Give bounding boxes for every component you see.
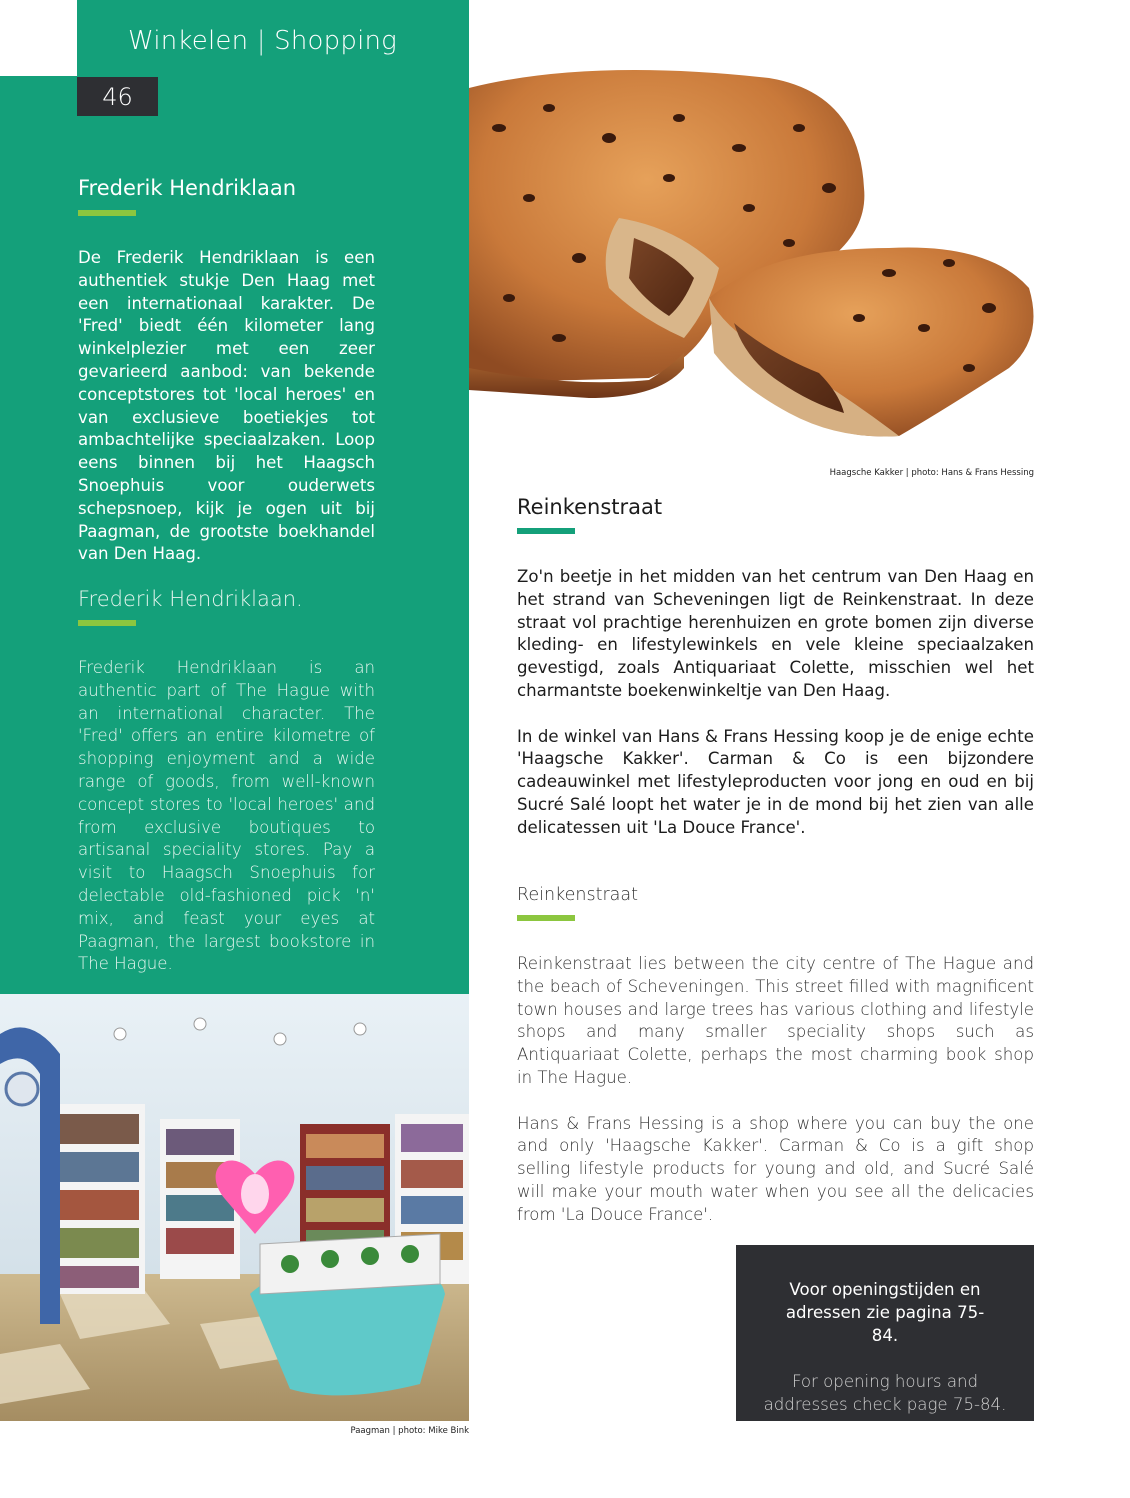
info-box-en: For opening hours and addresses check page 75-84.	[763, 1372, 1007, 1414]
opening-hours-info-box	[736, 1245, 1034, 1421]
store-photo-caption: Paagman | photo: Mike Bink	[350, 1426, 469, 1436]
reinken-en-paragraph-2: Hans & Frans Hessing is a shop where you can buy the one and only 'Haagsche Kakker'. Carman & Co is a gift shop selling lifestyle products for young and old, and Sucré Salé will make your mouth water when you see all the delicacies from 'La Douce France'.	[517, 1113, 1034, 1224]
reinken-en-underline	[517, 915, 575, 921]
paagman-store-photo	[0, 994, 469, 1421]
haagsche-kakker-photo	[469, 68, 1035, 440]
cake-illustration	[469, 68, 1035, 440]
frederik-nl-heading: Frederik Hendriklaan	[78, 176, 297, 200]
frederik-en-underline	[78, 620, 136, 626]
reinken-en-heading: Reinkenstraat	[517, 885, 638, 905]
reinken-en-body	[517, 953, 1034, 1227]
reinken-nl-heading: Reinkenstraat	[517, 495, 663, 519]
reinken-nl-paragraph-1: Zo'n beetje in het midden van het centrum van Den Haag en het strand van Scheveningen ligt de Reinkenstraat. In deze straat vol prachtige herenhuizen en grote bomen zijn diverse kleding- en lifestylewinkels en vele kleine speciaalzaken gevestigd, zoals Antiquariaat Colette, misschien wel het charmantste boekenwinkeltje van Den Haag.	[517, 567, 1034, 700]
bookstore-illustration	[0, 994, 469, 1421]
frederik-nl-body	[78, 247, 375, 566]
frederik-nl-underline	[78, 210, 136, 216]
info-box-nl: Voor openingstijden en adressen zie pagina 75-84.	[785, 1280, 985, 1345]
reinken-nl-underline	[517, 528, 575, 534]
page-number: 46	[77, 77, 158, 116]
frederik-en-heading: Frederik Hendriklaan.	[78, 587, 303, 611]
frederik-nl-paragraph: De Frederik Hendriklaan is een authentiek stukje Den Haag met een internationaal karakter. De 'Fred' biedt één kilometer lang winkelplezier met een zeer gevarieerd aanbod: van bekende conceptstores tot 'local heroes' en van exclusieve boetiekjes tot ambachtelijke speciaalzaken. Loop eens binnen bij het Haagsch Snoephuis voor ouderwets schepsnoep, kijk je ogen uit bij Paagman, de grootste boekhandel van Den Haag.	[78, 248, 375, 564]
reinken-en-paragraph-1: Reinkenstraat lies between the city centre of The Hague and the beach of Scheveningen. This street filled with magnificent town houses and large trees has various clothing and lifestyle shops and many smaller speciality shops such as Antiquariaat Colette, perhaps the most charming book shop in The Hague.	[517, 954, 1034, 1087]
cake-photo-caption: Haagsche Kakker | photo: Hans & Frans Hessing	[829, 468, 1034, 478]
section-title	[128, 26, 397, 56]
section-title-nl: Winkelen	[128, 26, 249, 56]
frederik-en-body	[78, 657, 375, 976]
title-separator: |	[256, 26, 266, 56]
frederik-en-paragraph: Frederik Hendriklaan is an authentic part of The Hague with an international character. The 'Fred' offers an entire kilometre of shopping enjoyment and a wide range of goods, from well-known concept stores to 'local heroes' and from exclusive boutiques to artisanal speciality stores. Pay a visit to Haagsch Snoephuis for delectable old-fashioned pick 'n' mix, and feast your eyes at Paagman, the largest bookstore in The Hague.	[78, 658, 375, 974]
section-title-en: Shopping	[274, 26, 397, 56]
reinken-nl-paragraph-2: In de winkel van Hans & Frans Hessing koop je de enige echte 'Haagsche Kakker'. Carman & Co is een bijzondere cadeauwinkel met lifestyleproducten voor jong en oud en bij Sucré Salé loopt het water je in de mond bij het zien van alle delicatessen uit 'La Douce France'.	[517, 726, 1034, 837]
reinken-nl-body	[517, 566, 1034, 840]
